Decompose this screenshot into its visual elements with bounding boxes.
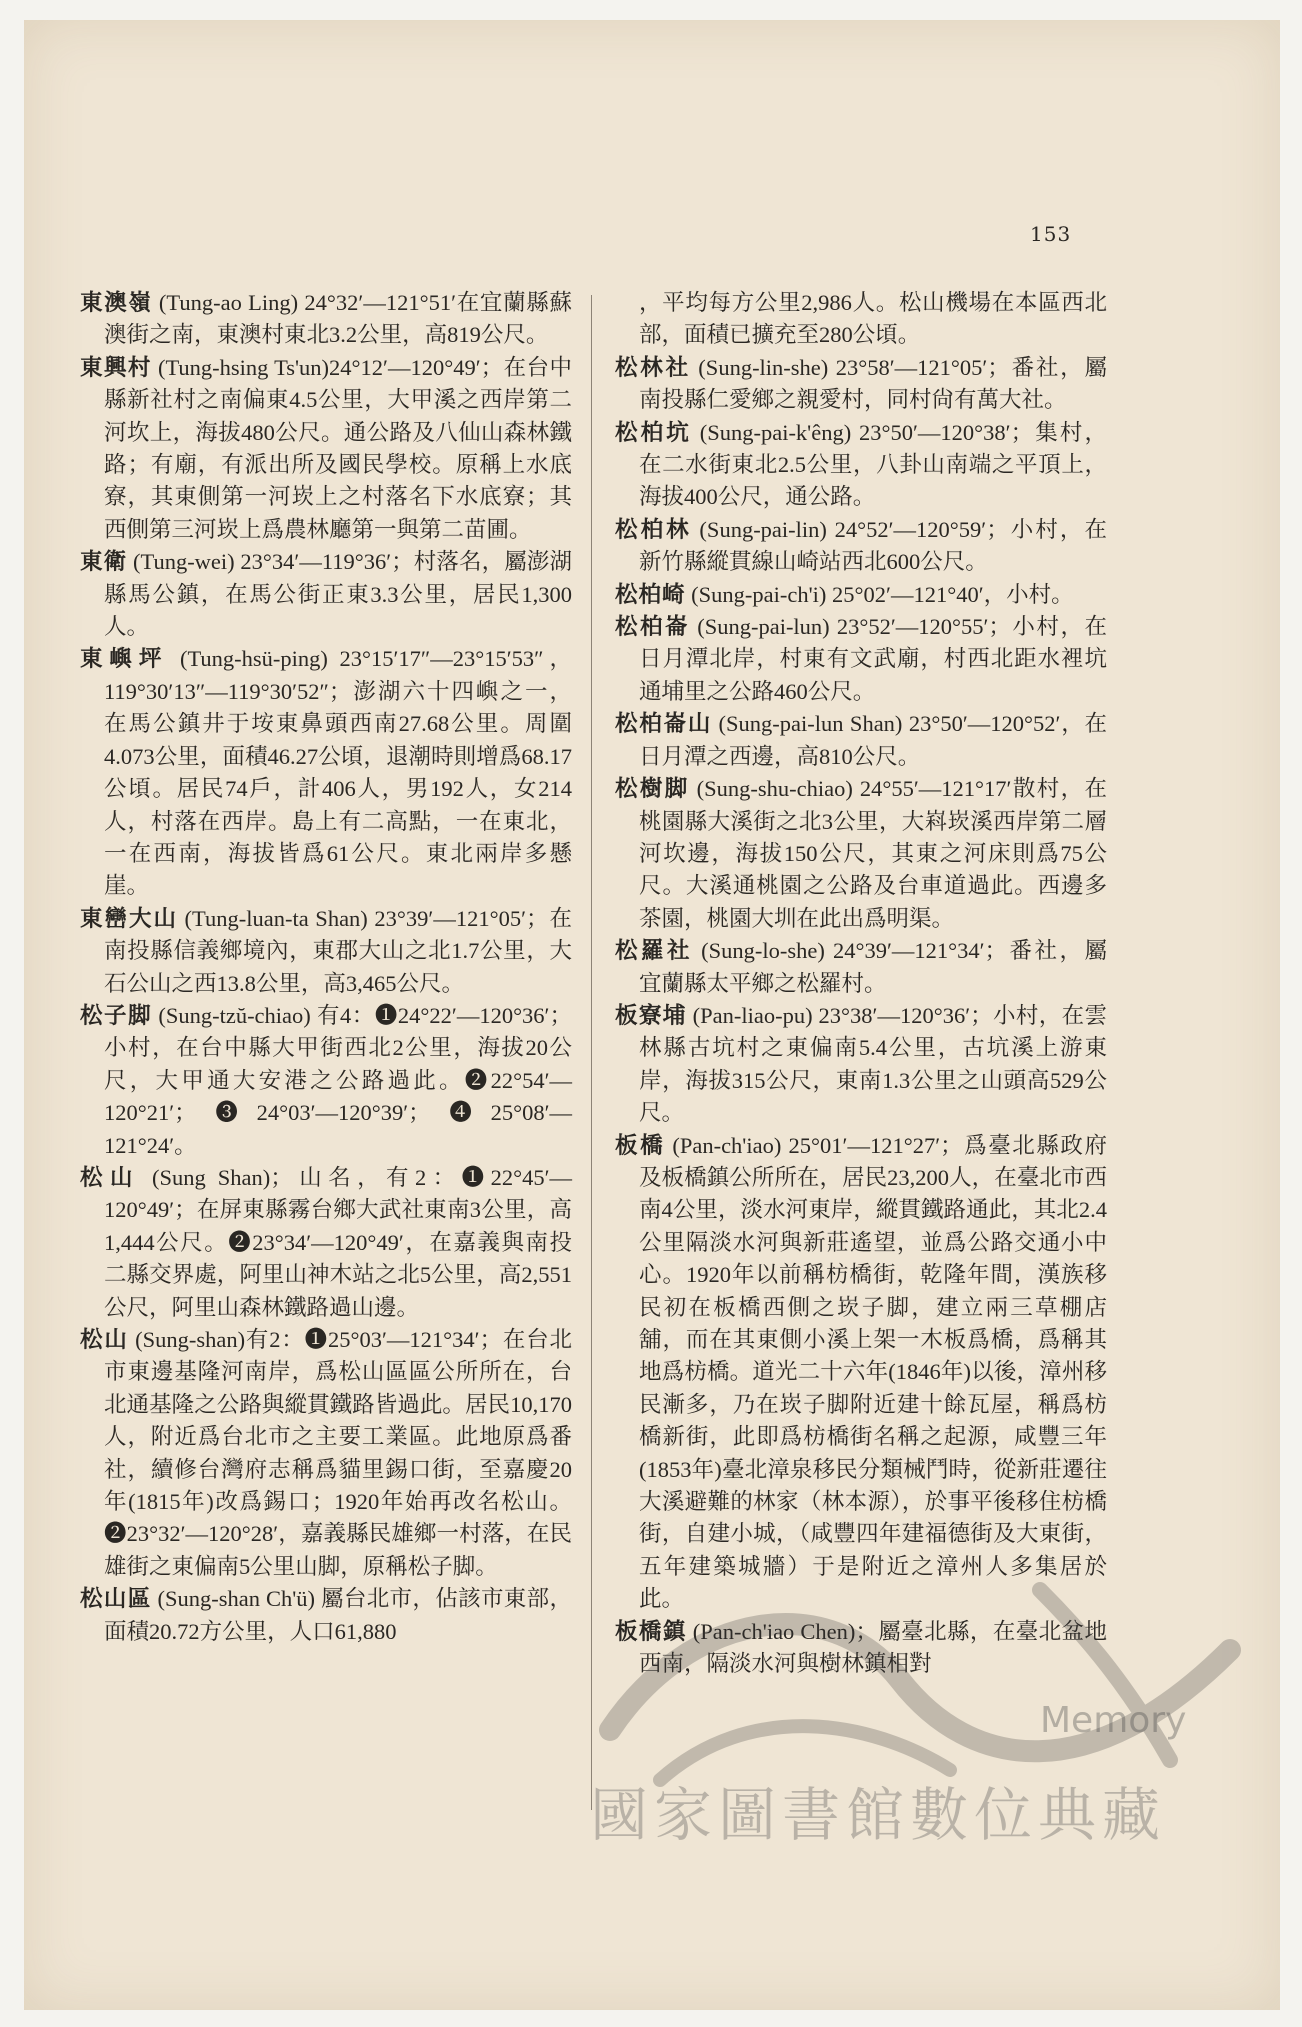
entry [615, 352, 1107, 417]
entry-headword: 東衛 [80, 549, 128, 576]
entry [80, 352, 572, 546]
entry [615, 1000, 1107, 1130]
entry-headword: 東澳嶺 [80, 290, 153, 316]
entry-headword: 松山 [80, 1327, 129, 1353]
entry-text: (Sung-pai-lun) 23°52′—120°55′；小村，在日月潭北岸，村東有文武廟，村西北距水裡坑通埔里之公路460公尺。 [639, 614, 1107, 704]
entry-text: (Sung-lin-she) 23°58′—121°05′；番社，屬南投縣仁愛鄉之親愛村，同村尙有萬大社。 [639, 354, 1107, 413]
entry-text: (Tung-hsü-ping) 23°15′17″—23°15′53″，119°30′13″—119°30′52″；澎湖六十四嶼之一，在馬公鎮井于垵東鼻頭西南27.68公里。周圍4.073公里，面積46.27公頃，退潮時則增爲68.17公頃。居民74戶，計406人，男192人，女214人，村落在西岸。島上有二高點，一在東北，一在西南，海拔皆爲61公尺。東北兩岸多懸崖。 [104, 646, 572, 899]
entry-text: (Sung-shu-chiao) 24°55′—121°17′散村，在桃園縣大溪街之北3公里，大嵙崁溪西岸第二層河坎邊，海拔150公尺，其東之河床則爲75公尺。大溪通桃園之公路及台車道過此。西邊多茶園，桃園大圳在此出爲明渠。 [639, 776, 1107, 931]
entry [615, 579, 1107, 611]
watermark-text: 國家圖書館數位典藏 [590, 1781, 1167, 1849]
entry-text: (Tung-luan-ta Shan) 23°39′—121°05′；在南投縣信義鄉境內，東郡大山之北1.7公里，大石公山之西13.8公里，高3,465公尺。 [104, 905, 572, 996]
entry [615, 1616, 1107, 1681]
entry-headword: 松柏崙 [615, 614, 691, 641]
entry-text: (Pan-ch'iao) 25°01′—121°27′；爲臺北縣政府及板橋鎮公所所在，居民23,200人，在臺北市西南4公里，淡水河東岸，縱貫鐵路通此，其北2.4公里隔淡水河與新莊遙望，並爲公路交通小中心。1920年以前稱枋橋街，乾隆年間，漢族移民初在板橋西側之崁子脚，建立兩三草棚店舖，而在其東側小溪上架一木板爲橋，爲稱其地爲枋橋。道光二十六年(1846年)以後，漳州移民漸多，乃在崁子脚附近建十餘瓦屋，稱爲枋橋新街，此即爲枋橋街名稱之起源，咸豐三年(1853年)臺北漳泉移民分類械鬥時，從新莊遷往大溪避難的林家（林本源），於事平後移住枋橋街，自建小城，（咸豐四年建福德街及大東街，五年建築城牆）于是附近之漳州人多集居於此。 [639, 1132, 1107, 1612]
entry [80, 1324, 572, 1583]
entry-text: (Sung-pai-k'êng) 23°50′—120°38′；集村，在二水街東北2.5公里，八卦山南端之平頂上，海拔400公尺，通公路。 [639, 419, 1107, 510]
left-column [80, 287, 572, 1648]
entry-text: (Tung-hsing Ts'un)24°12′—120°49′；在台中縣新社村之南偏東4.5公里，大甲溪之西岸第二河坎上，海拔480公尺。通公路及八仙山森林鐵路；有廟，有派出所及國民學校。原稱上水底寮，其東側第一河崁上之村落名下水底寮；其西側第三河崁上爲農林廳第一與第二苗圃。 [104, 354, 572, 542]
entry-headword: 松樹脚 [615, 776, 690, 803]
entry-continuation [615, 287, 1107, 352]
entry [80, 643, 572, 902]
entry-headword: 松柏崙山 [615, 711, 713, 738]
entry [80, 903, 572, 1000]
page-number: 153 [1030, 222, 1072, 246]
entry-text: (Sung-pai-ch'i) 25°02′—121°40′，小村。 [685, 581, 1074, 607]
entry-headword: 松山 [80, 1164, 140, 1191]
entry-text: (Sung-shan Ch'ü) 屬台北市，佔該市東部，面積20.72方公里，人口61,880 [104, 1586, 572, 1644]
entry [80, 546, 572, 643]
entry-text: (Tung-wei) 23°34′—119°36′；村落名，屬澎湖縣馬公鎮，在馬公街正東3.3公里，居民1,300人。 [104, 549, 572, 640]
entry [615, 708, 1107, 773]
entry [80, 287, 572, 352]
entry-headword: 東嶼坪 [80, 646, 169, 673]
entry [615, 935, 1107, 1000]
entry-headword: 板橋 [615, 1132, 666, 1159]
entry-headword: 板橋鎮 [615, 1618, 687, 1645]
entry-text: (Tung-ao Ling) 24°32′—121°51′在宜蘭縣蘇澳街之南，東澳村東北3.2公里，高819公尺。 [104, 290, 572, 348]
entry-headword: 松子脚 [80, 1002, 153, 1029]
entry-text: (Sung-pai-lun Shan) 23°50′—120°52′，在日月潭之西邊，高810公尺。 [639, 711, 1107, 769]
entry-headword: 板寮埔 [615, 1002, 687, 1029]
entry-text: (Sung Shan)；山名，有2：❶22°45′—120°49′；在屏東縣霧台鄉大武社東南3公里，高1,444公尺。❷23°34′—120°49′，在嘉義與南投二縣交界處，阿里山神木站之北5公里，高2,551公尺，阿里山森林鐵路過山邊。 [104, 1164, 572, 1320]
entry [80, 1583, 572, 1648]
column-divider [591, 295, 592, 1810]
entry-text: ，平均每方公里2,986人。松山機場在本區西北部，面積已擴充至280公頃。 [639, 290, 1107, 348]
entry-text: (Sung-pai-lin) 24°52′—120°59′；小村，在新竹縣縱貫線山崎站西北600公尺。 [639, 516, 1107, 575]
watermark-subtext: Memory [1040, 1700, 1187, 1741]
entry [615, 514, 1107, 579]
entry-text: (Sung-lo-she) 24°39′—121°34′；番社，屬宜蘭縣太平鄉之松羅村。 [639, 938, 1107, 996]
entry [615, 1130, 1107, 1616]
entry-headword: 松山區 [80, 1586, 152, 1613]
entry-headword: 東興村 [80, 354, 152, 381]
entry [80, 1000, 572, 1162]
entry [80, 1162, 572, 1324]
entry-text: (Sung-shan)有2：❶25°03′—121°34′；在台北市東邊基隆河南岸，爲松山區區公所所在，台北通基隆之公路與縱貫鐵路皆過此。居民10,170人，附近爲台北市之主要工業區。此地原爲番社，續修台灣府志稱爲貓里錫口街，至嘉慶20年(1815年)改爲錫口；1920年始再改名松山。❷23°32′—120°28′，嘉義縣民雄鄉一村落，在民雄街之東偏南5公里山脚，原稱松子脚。 [104, 1327, 572, 1579]
entry-headword: 松柏崎 [615, 581, 686, 608]
entry [615, 417, 1107, 514]
entry [615, 611, 1107, 708]
entry-text: (Pan-ch'iao Chen)；屬臺北縣，在臺北盆地西南，隔淡水河與樹林鎮相對 [639, 1618, 1107, 1677]
entry-headword: 松柏林 [615, 516, 692, 543]
entry-text: (Pan-liao-pu) 23°38′—120°36′；小村，在雲林縣古坑村之東偏南5.4公里，古坑溪上游東岸，海拔315公尺，東南1.3公里之山頭高529公尺。 [639, 1002, 1107, 1126]
entry-headword: 松林社 [615, 354, 691, 381]
entry [615, 773, 1107, 935]
entry-headword: 松柏坑 [615, 419, 692, 446]
right-column [615, 287, 1107, 1680]
entry-headword: 松羅社 [615, 938, 693, 965]
entry-headword: 東巒大山 [80, 905, 178, 932]
entry-text: (Sung-tzŭ-chiao) 有4：❶24°22′—120°36′；小村，在台中縣大甲街西北2公里，海拔20公尺，大甲通大安港之公路過此。❷22°54′—120°21′；❸24°03′—120°39′；❹25°08′—121°24′。 [104, 1002, 572, 1158]
